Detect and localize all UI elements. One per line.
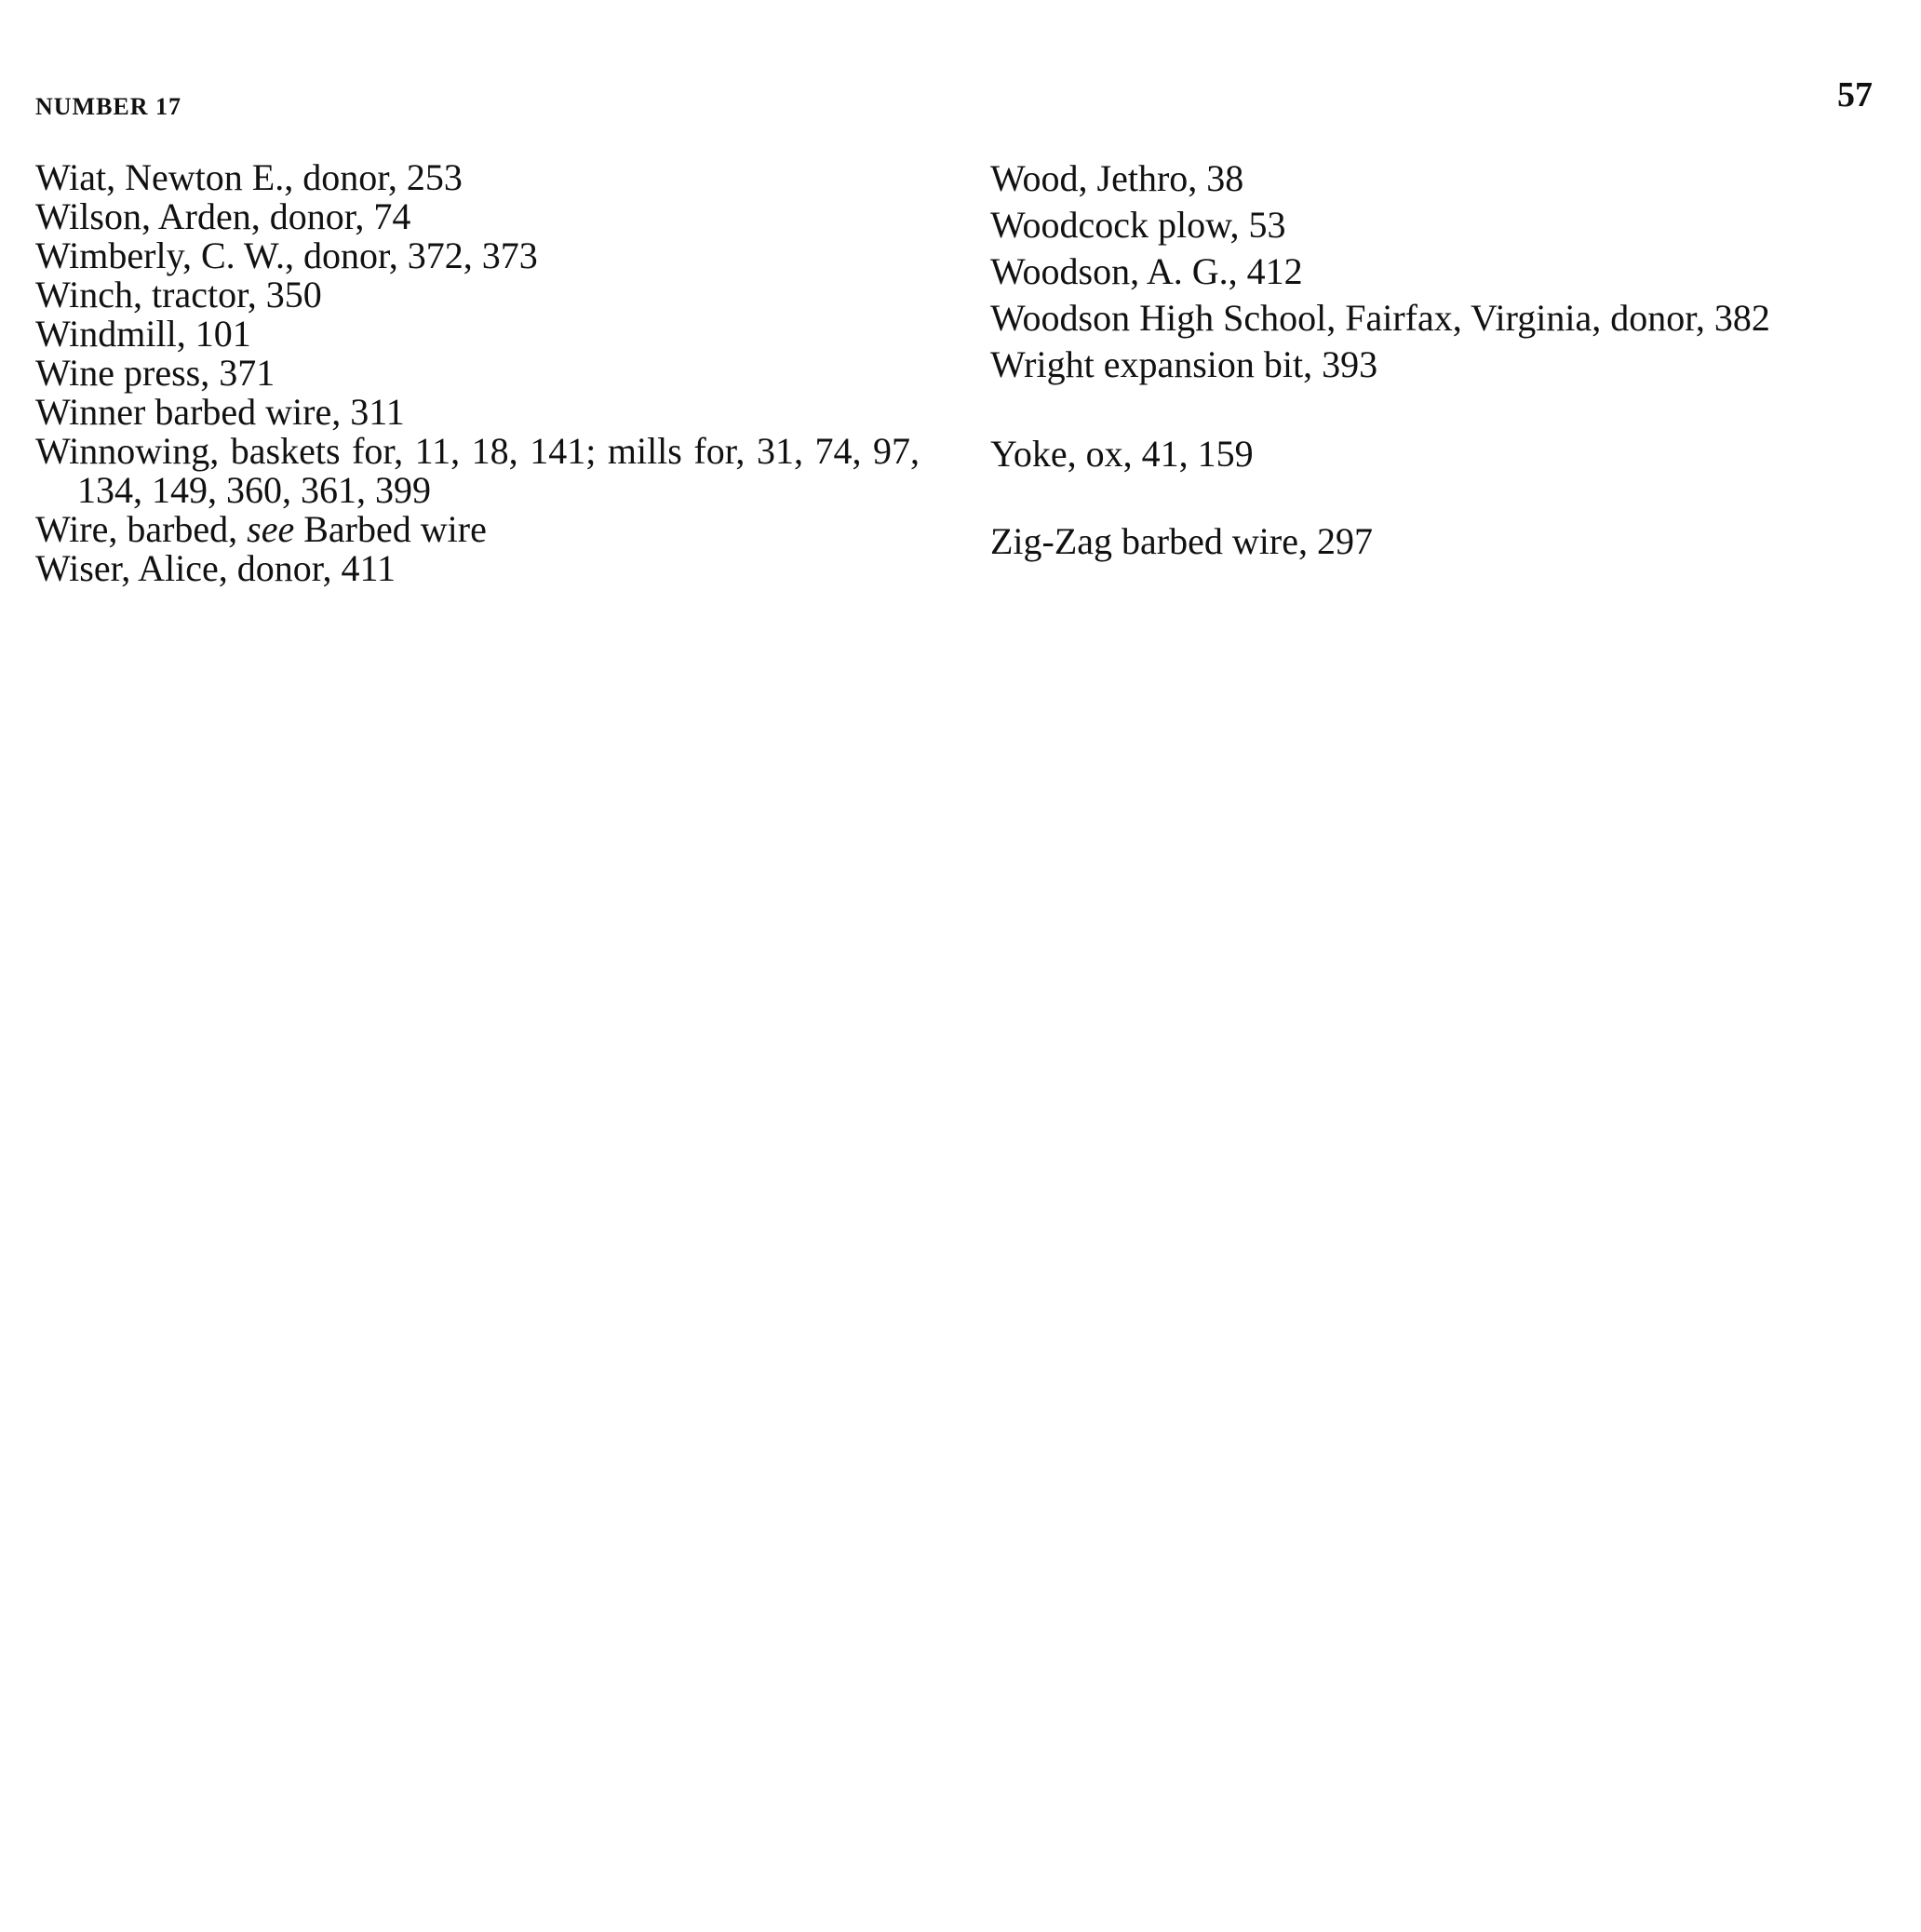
index-entry: Wiat, Newton E., donor, 253 [35,156,463,198]
index-entry: Wilson, Arden, donor, 74 [35,195,411,237]
entry-text: Barbed wire [294,508,487,550]
index-entry: Yoke, ox, 41, 159 [990,433,1254,475]
index-column-right [990,158,1874,568]
index-column-left [35,158,920,588]
index-entry: Zig-Zag barbed wire, 297 [990,520,1373,562]
index-entry: Windmill, 101 [35,313,251,355]
index-entry: Wiser, Alice, donor, 411 [35,547,396,589]
index-entry: Wimberly, C. W., donor, 372, 373 [35,235,538,276]
index-entry: Woodson, A. G., 412 [990,250,1303,292]
index-entry: Winnowing, baskets for, 11, 18, 141; mills for, 31, 74, 97, 134, 149, 360, 361, 399 [35,430,920,511]
index-entry [35,510,920,549]
index-entry: Wright expansion bit, 393 [990,343,1378,385]
see-reference: see [247,508,295,550]
entry-text: Wire, barbed, [35,508,248,550]
index-entry: Wood, Jethro, 38 [990,157,1244,199]
index-entry: Winner barbed wire, 311 [35,391,405,433]
index-entry: Woodcock plow, 53 [990,204,1286,246]
section-gap [990,480,1874,521]
section-gap [990,391,1874,434]
index-entry: Winch, tractor, 350 [35,274,322,315]
running-head: NUMBER 17 [35,93,182,120]
index-entry: Woodson High School, Fairfax, Virginia, donor, 382 [990,297,1770,339]
index-entry: Wine press, 371 [35,352,275,394]
page-number: 57 [1837,75,1873,114]
